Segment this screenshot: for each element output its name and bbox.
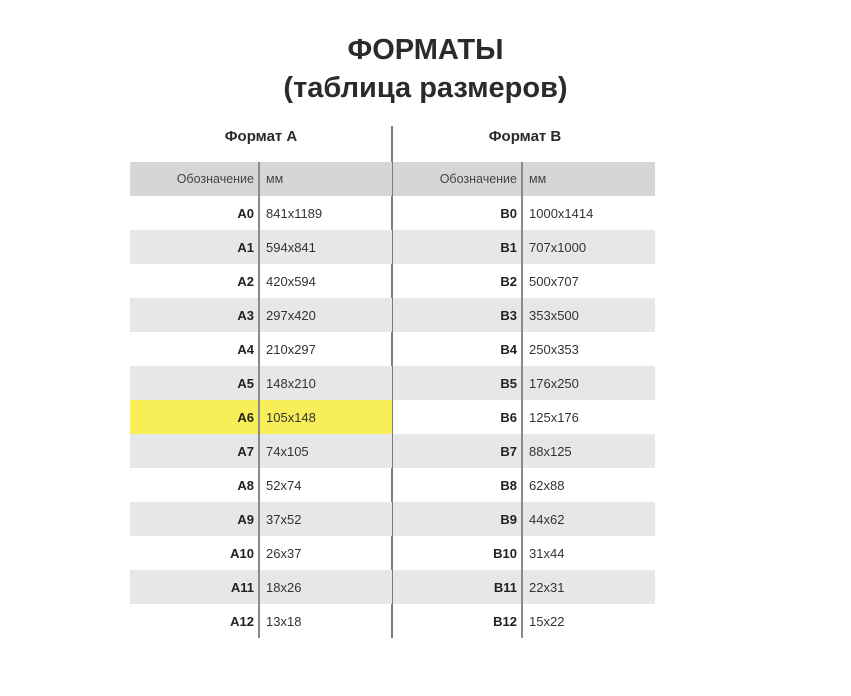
format-size: 500x707 <box>529 273 579 289</box>
format-name: A12 <box>230 613 254 629</box>
page-subtitle: (таблица размеров) <box>283 72 568 104</box>
table-row-highlighted <box>130 400 392 434</box>
format-size: 125x176 <box>529 409 579 425</box>
format-size: 37x52 <box>266 511 302 527</box>
format-size: 353x500 <box>529 307 579 323</box>
format-name: A0 <box>237 205 254 221</box>
format-name: A10 <box>230 545 254 561</box>
format-name: B6 <box>500 409 517 425</box>
format-size: 13x18 <box>266 613 302 629</box>
table-row <box>130 434 392 468</box>
table-row <box>130 298 392 332</box>
format-size: 176x250 <box>529 375 579 391</box>
format-size: 18x26 <box>266 579 302 595</box>
header-mm: мм <box>266 172 284 186</box>
format-name: B9 <box>500 511 517 527</box>
format-size: 250x353 <box>529 341 579 357</box>
table-row <box>393 230 655 264</box>
table-row <box>393 298 655 332</box>
table-row <box>393 536 655 570</box>
format-name: A6 <box>237 409 254 425</box>
page-title: ФОРМАТЫ <box>347 34 504 66</box>
format-name: A11 <box>230 579 254 595</box>
format-name: A7 <box>237 443 254 459</box>
format-size: 15x22 <box>529 613 565 629</box>
header-mm: мм <box>529 172 547 186</box>
format-size: 52x74 <box>266 477 302 493</box>
format-b-table <box>393 162 655 638</box>
format-name: B5 <box>500 375 517 391</box>
table-row <box>130 264 392 298</box>
format-size: 707x1000 <box>529 239 587 255</box>
format-name: B3 <box>500 307 517 323</box>
format-size: 297x420 <box>266 307 316 323</box>
format-name: B1 <box>500 239 517 255</box>
format-name: B10 <box>493 545 517 561</box>
table-row <box>130 366 392 400</box>
format-name: B2 <box>500 273 517 289</box>
format-size: 105x148 <box>266 409 316 425</box>
table-row <box>130 502 392 536</box>
format-size: 31x44 <box>529 545 565 561</box>
format-name: B12 <box>493 613 517 629</box>
table-header-row <box>393 162 655 196</box>
format-size: 26x37 <box>266 545 302 561</box>
table-row <box>393 468 655 502</box>
format-size: 44x62 <box>529 511 565 527</box>
format-size: 148x210 <box>266 375 316 391</box>
format-size: 22x31 <box>529 579 565 595</box>
format-name: A2 <box>237 273 254 289</box>
format-name: B7 <box>500 443 517 459</box>
format-name: A5 <box>237 375 254 391</box>
format-size: 88x125 <box>529 443 572 459</box>
table-row <box>130 230 392 264</box>
table-row <box>393 196 655 230</box>
format-size: 420x594 <box>266 273 316 289</box>
format-name: A9 <box>237 511 254 527</box>
format-name: A8 <box>237 477 254 493</box>
table-row <box>130 536 392 570</box>
format-size: 210x297 <box>266 341 316 357</box>
format-name: B11 <box>493 579 517 595</box>
table-row <box>130 570 392 604</box>
table-row <box>393 366 655 400</box>
table-row <box>393 434 655 468</box>
format-name: A1 <box>237 239 254 255</box>
format-name: B0 <box>500 205 517 221</box>
header-designation: Обозначение <box>439 172 517 186</box>
format-name: A4 <box>237 341 254 357</box>
format-size: 594x841 <box>266 239 316 255</box>
table-row <box>393 570 655 604</box>
header-designation: Обозначение <box>176 172 254 186</box>
format-size: 62x88 <box>529 477 565 493</box>
format-size: 1000x1414 <box>529 205 594 221</box>
table-header-row <box>130 162 392 196</box>
table-row <box>393 264 655 298</box>
table-row <box>130 604 392 638</box>
format-size: 841x1189 <box>266 205 323 221</box>
table-row <box>393 502 655 536</box>
table-row <box>393 604 655 638</box>
format-a-title: Формат А <box>224 128 298 145</box>
format-name: B8 <box>500 477 517 493</box>
format-size: 74x105 <box>266 443 309 459</box>
format-name: B4 <box>500 341 517 357</box>
format-name: A3 <box>237 307 254 323</box>
format-a-table <box>130 162 392 638</box>
table-row <box>130 196 392 230</box>
table-row <box>130 468 392 502</box>
format-b-title: Формат В <box>488 128 562 145</box>
table-row <box>393 332 655 366</box>
table-row <box>130 332 392 366</box>
table-row <box>393 400 655 434</box>
